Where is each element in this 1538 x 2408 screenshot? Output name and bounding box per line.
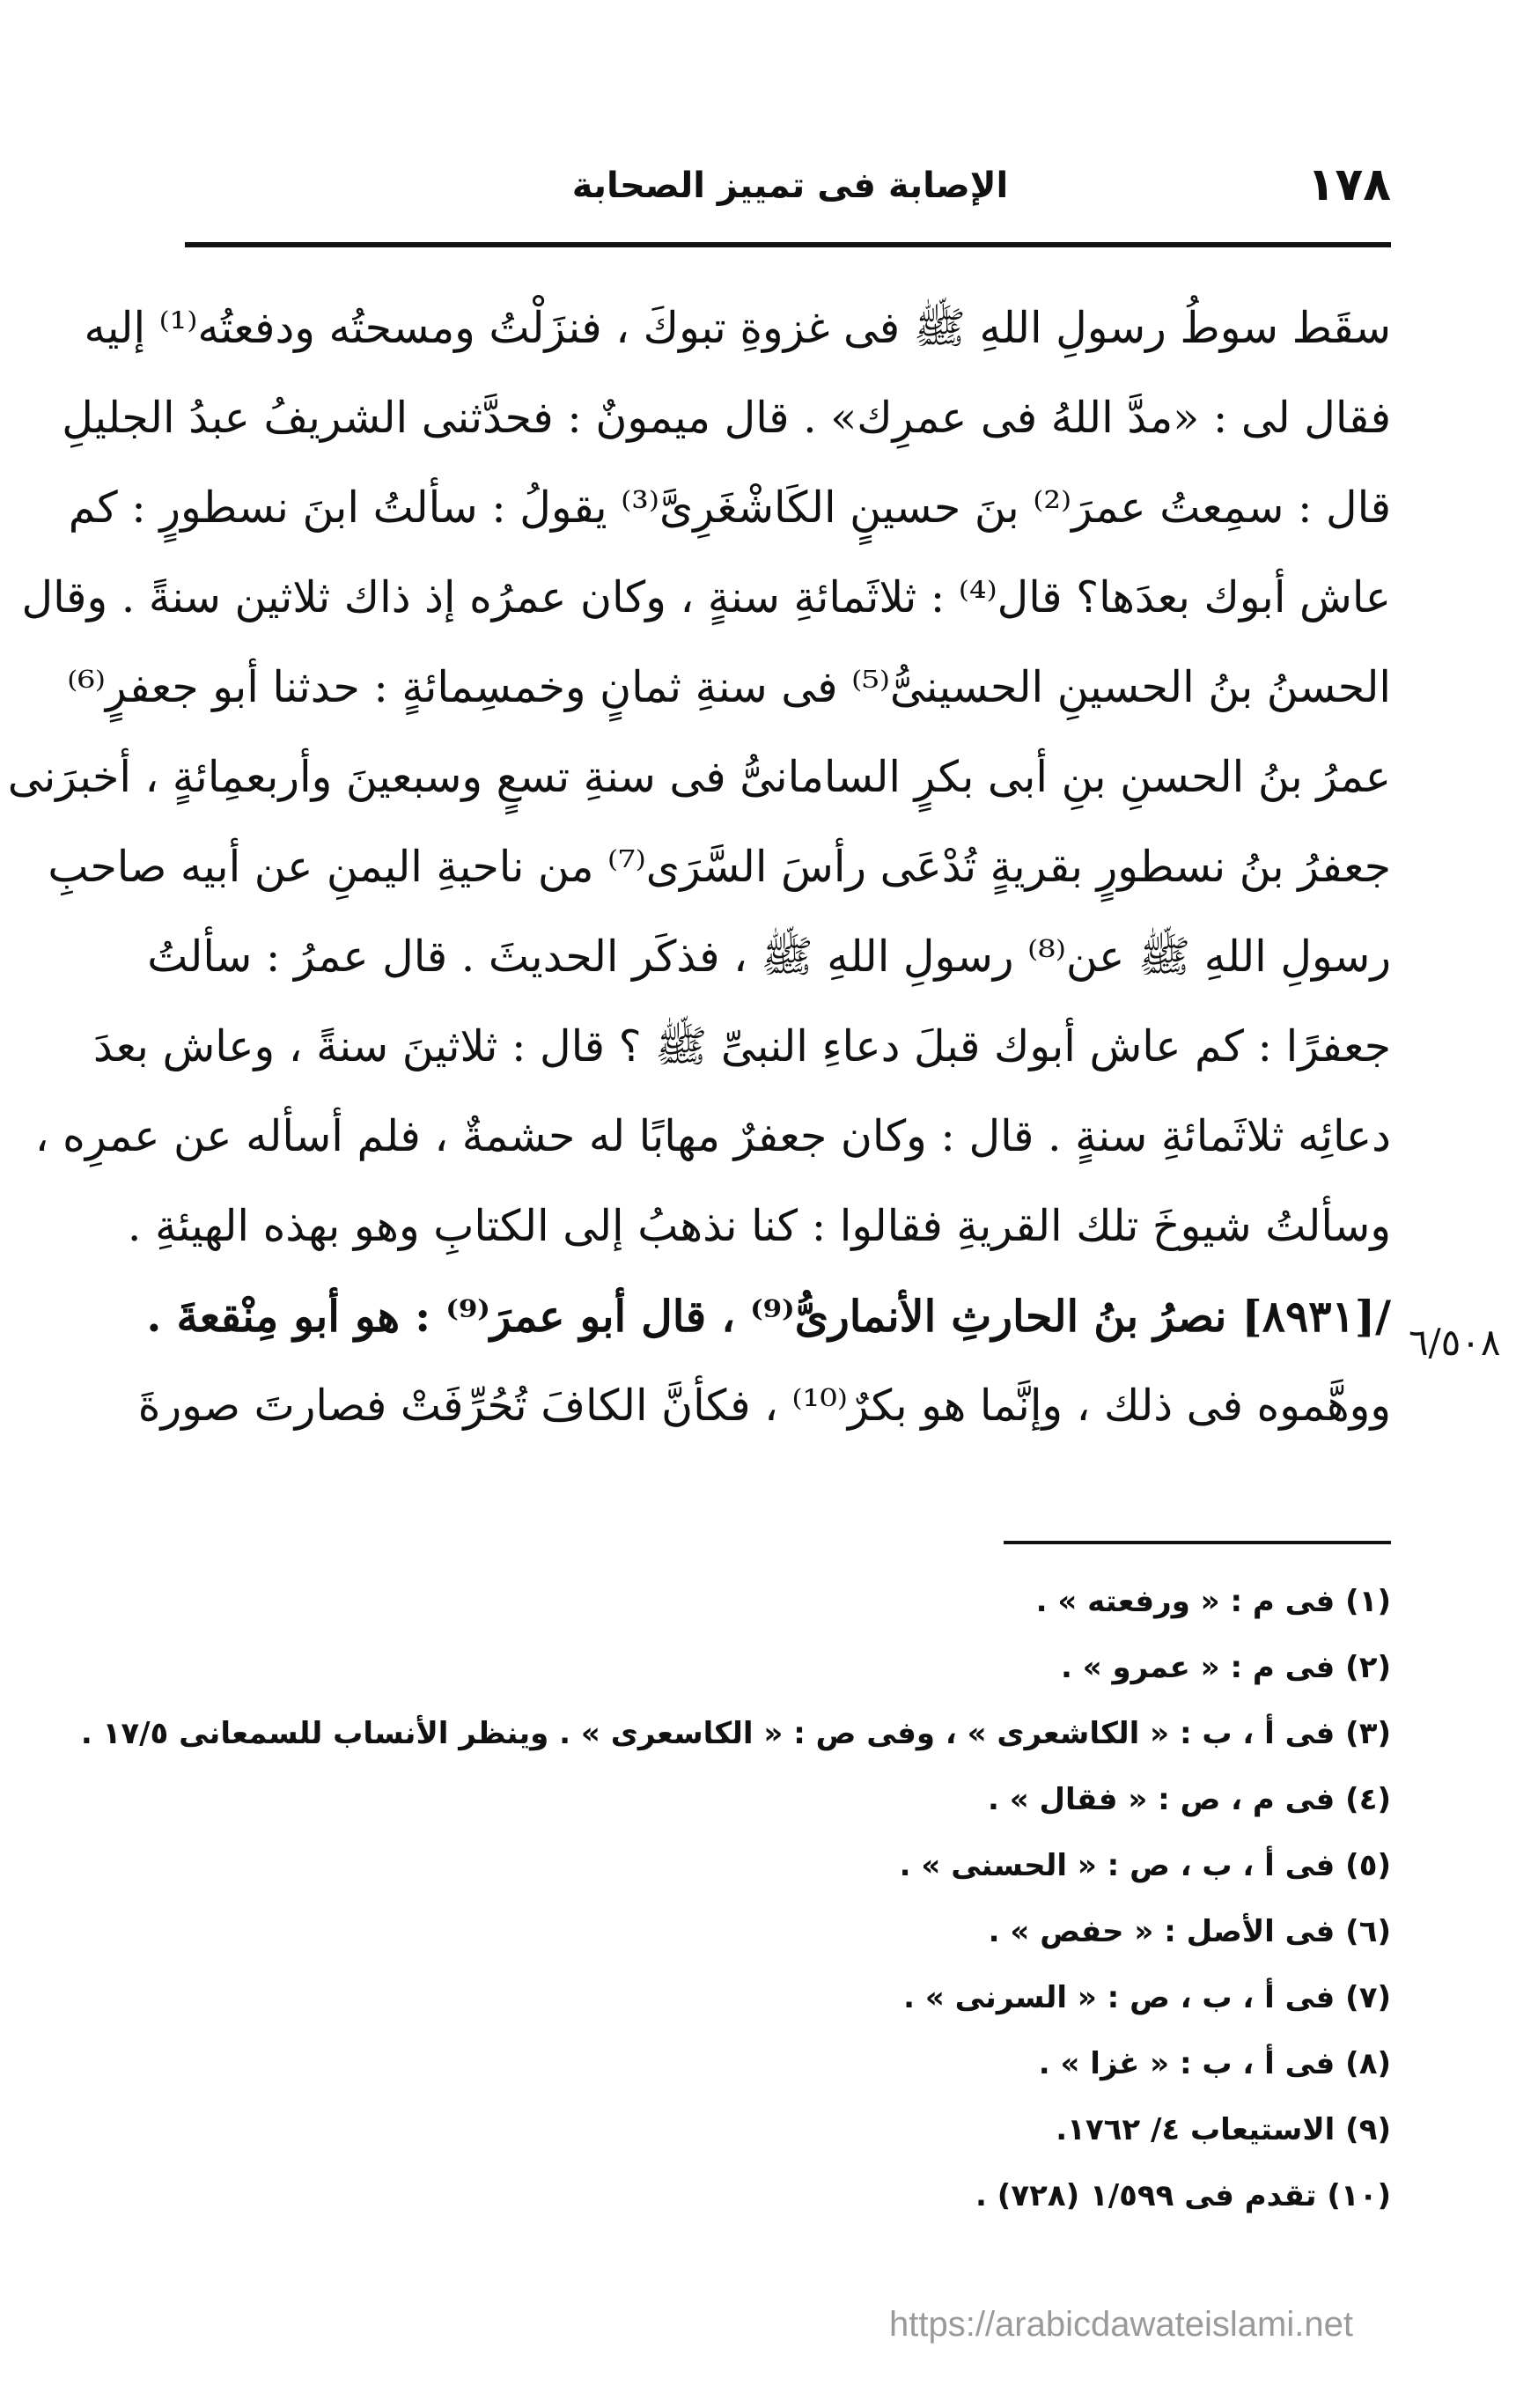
text-line: عاش أبوك بعدَها؟ قال⁽⁴⁾ : ثلاثَمائةِ سنةٍ ، وكان عمرُه إذ ذاك ثلاثين سنةً . وقال	[21, 572, 1391, 622]
entry-heading-line: /[٨٩٣١] نصرُ بنُ الحارثِ الأنمارىُّ⁽⁹⁾ ، قال أبو عمرَ⁽⁹⁾ : هو أبو مِنْقعةَ .	[146, 1291, 1391, 1342]
text-line: دعائِه ثلاثَمائةِ سنةٍ . قال : وكان جعفرٌ مهابًا له حشمةٌ ، فلم أسأله عن عمرِه ،	[34, 1111, 1391, 1161]
footnote-divider	[1004, 1541, 1391, 1544]
footnote: (٣) فى أ ، ب : « الكاشعرى » ، وفى ص : « الكاسعرى » . وينظر الأنساب للسمعانى ١٧/٥ .	[80, 1716, 1391, 1751]
text-line: رسولِ اللهِ ﷺ عن⁽⁸⁾ رسولِ اللهِ ﷺ ، فذكَر الحديثَ . قال عمرُ : سألتُ	[147, 932, 1391, 982]
footnote: (٧) فى أ ، ب ، ص : « السرنى » .	[903, 1980, 1391, 2015]
footnote: (٩) الاستيعاب ٤/ ١٧٦٢.	[1056, 2112, 1391, 2147]
footnote: (٦) فى الأصل : « حفص » .	[988, 1914, 1391, 1949]
text-line: قال : سمِعتُ عمرَ⁽²⁾ بنَ حسينٍ الكَاشْغَرِىَّ⁽³⁾ يقولُ : سألتُ ابنَ نسطورٍ : كم	[68, 482, 1391, 533]
text-line: جعفرًا : كم عاش أبوك قبلَ دعاءِ النبىِّ ﷺ ؟ قال : ثلاثينَ سنةً ، وعاش بعدَ	[92, 1021, 1391, 1071]
footnote: (٤) فى م ، ص : « فقال » .	[987, 1782, 1391, 1817]
page-header	[189, 158, 1391, 229]
footnote: (٨) فى أ ، ب : « غزا » .	[1038, 2046, 1391, 2081]
text-line: فقال لى : «مدَّ اللهُ فى عمرِك» . قال ميمونٌ : فحدَّثنى الشريفُ عبدُ الجليلِ	[62, 393, 1391, 443]
text-line: جعفرُ بنُ نسطورٍ بقريةٍ تُدْعَى رأسَ السَّرَى⁽⁷⁾ من ناحيةِ اليمنِ عن أبيه صاحبِ	[48, 842, 1391, 892]
text-line: وسألتُ شيوخَ تلك القريةِ فقالوا : كنا نذهبُ إلى الكتابِ وهو بهذه الهيئةِ .	[127, 1201, 1391, 1251]
footnote: (٥) فى أ ، ب ، ص : « الحسنى » .	[899, 1848, 1391, 1883]
text-line: ووهَّموه فى ذلك ، وإنَّما هو بكرٌ⁽¹⁰⁾ ، فكأنَّ الكافَ تُحُرِّفَتْ فصارتَ صورةَ	[137, 1381, 1391, 1431]
text-line: عمرُ بنُ الحسنِ بنِ أبى بكرٍ السامانىُّ فى سنةِ تسعٍ وسبعينَ وأربعمِائةٍ ، أخبرَنى	[7, 752, 1391, 802]
footnote: (٢) فى م : « عمرو » .	[1060, 1650, 1391, 1685]
header-rule	[185, 242, 1391, 247]
text-line: سقَط سوطُ رسولِ اللهِ ﷺ فى غزوةِ تبوكَ ، فنزَلْتُ ومسحتُه ودفعتُه⁽¹⁾ إليه	[84, 303, 1391, 353]
footnote: (١) فى م : « ورفعته » .	[1035, 1584, 1391, 1619]
page-number: ١٧٨	[1306, 158, 1391, 211]
text-line: الحسنُ بنُ الحسينِ الحسينىُّ⁽⁵⁾ فى سنةِ ثمانٍ وخمسِمائةٍ : حدثنا أبو جعفرٍ⁽⁶⁾	[67, 662, 1391, 712]
running-title: الإصابة فى تمييز الصحابة	[571, 166, 1009, 206]
margin-page-reference: ٦/٥٠٨	[1409, 1321, 1501, 1364]
footnotes	[80, 1569, 1391, 2229]
footnote: (١٠) تقدم فى ١/٥٩٩ (٧٢٨) .	[975, 2178, 1391, 2213]
watermark-url: https://arabicdawateislami.net	[889, 2305, 1353, 2344]
main-text	[7, 284, 1391, 1451]
